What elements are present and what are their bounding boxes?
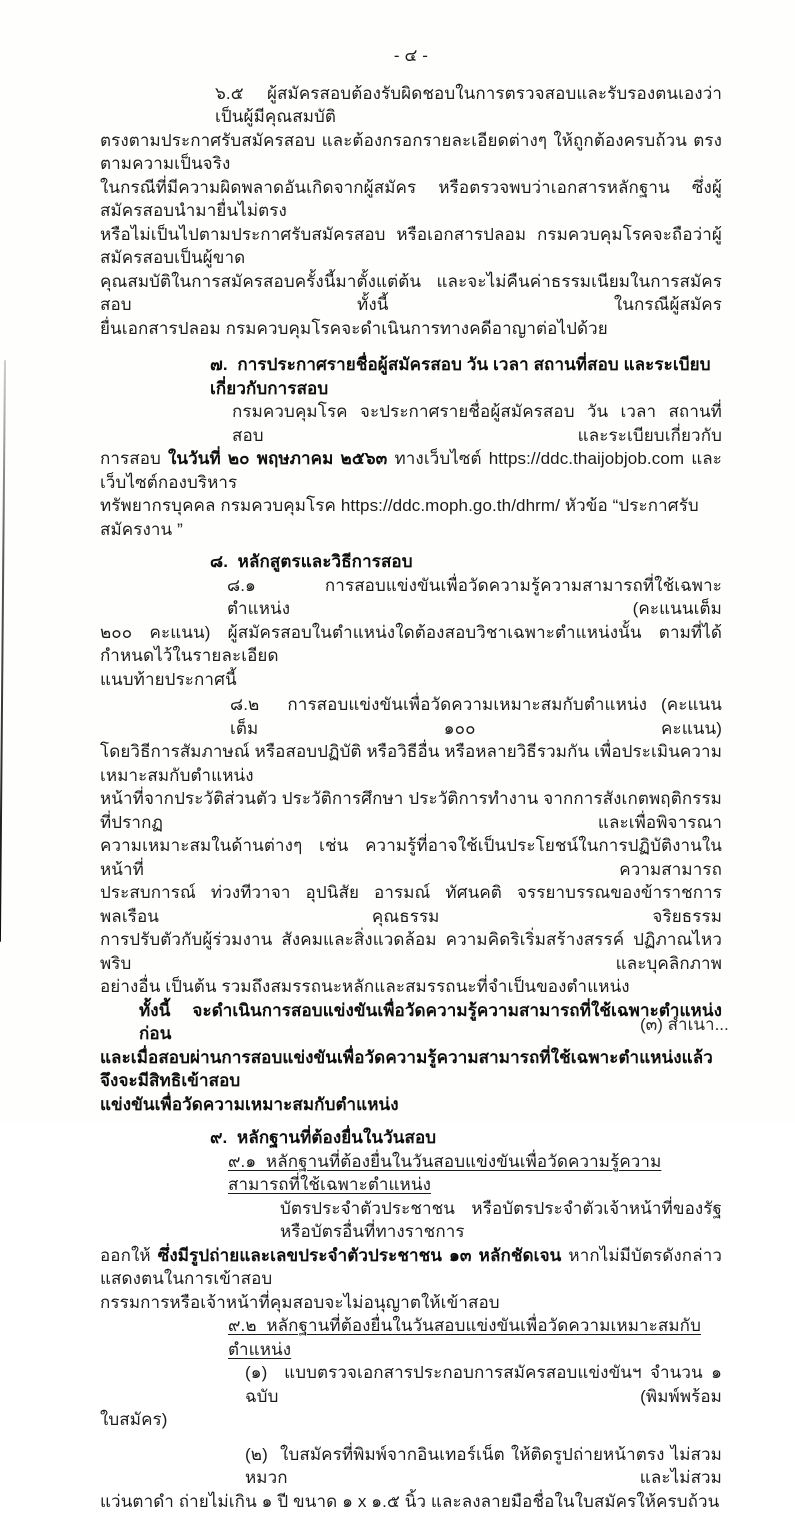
body-text: คุณสมบัติในการสมัครสอบครั้งนี้มาตั้งแต่ต้น และจะไม่คืนค่าธรรมเนียมในการสมัครสอบ ทั้งนี้ ในกรณีผู้สมัคร <box>100 272 722 315</box>
body-text: ออกให้ <box>100 1246 158 1265</box>
body-text: โดยวิธีการสัมภาษณ์ หรือสอบปฏิบัติ หรือวิธีอื่น หรือหลายวิธีรวมกัน เพื่อประเมินความเหมาะสมกับตำแหน่ง <box>100 742 722 785</box>
text-line <box>100 317 722 341</box>
body-text: ทรัพยากรบุคคล กรมควบคุมโรค https://ddc.moph.go.th/dhrm/ หัวข้อ “ประกาศรับสมัครงาน ” <box>100 496 699 539</box>
body-text: ๒๐๐ คะแนน) ผู้สมัครสอบในตำแหน่งใดต้องสอบวิชาเฉพาะตำแหน่งนั้น ตามที่ได้กำหนดไว้ในรายละเอียด <box>100 623 722 666</box>
underlined-text: ๙.๒ หลักฐานที่ต้องยื่นในวันสอบแข่งขันเพื่อวัดความเหมาะสมกับตำแหน่ง <box>228 1316 701 1359</box>
text-line <box>100 1150 722 1197</box>
emphasized-text: ๗. การประกาศรายชื่อผู้สมัครสอบ วัน เวลา สถานที่สอบ และระเบียบเกี่ยวกับการสอบ <box>210 355 711 398</box>
text-line <box>100 1314 722 1361</box>
text-line <box>100 574 722 621</box>
text-line <box>100 693 722 740</box>
emphasized-text: ๙. หลักฐานที่ต้องยื่นในวันสอบ <box>210 1128 436 1147</box>
text-line <box>100 1046 722 1093</box>
body-text: ๖.๕ ผู้สมัครสอบต้องรับผิดชอบในการตรวจสอบและรับรองตนเองว่า เป็นผู้มีคุณสมบัติ <box>215 84 722 127</box>
text-line <box>100 270 722 317</box>
text-line <box>100 1244 722 1291</box>
body-text: ยื่นเอกสารปลอม กรมควบคุมโรคจะดำเนินการทางคดีอาญาต่อไปด้วย <box>100 319 608 338</box>
text-line <box>100 400 722 447</box>
emphasized-text: ๘. หลักสูตรและวิธีการสอบ <box>210 552 413 571</box>
body-text: หน้าที่จากประวัติส่วนตัว ประวัติการศึกษา ประวัติการทำงาน จากการสังเกตพฤติกรรมที่ปรากฏ และเพื่อพิจารณา <box>100 789 722 832</box>
text-line <box>100 740 722 787</box>
heading-9 <box>100 1126 722 1150</box>
scan-artifact-line <box>0 360 6 942</box>
body-text: กรมควบคุมโรค จะประกาศรายชื่อผู้สมัครสอบ วัน เวลา สถานที่สอบ และระเบียบเกี่ยวกับ <box>232 402 722 445</box>
paragraph-8-1 <box>100 574 722 692</box>
text-line <box>100 223 722 270</box>
paragraph-8-2 <box>100 693 722 999</box>
text-line <box>100 1443 722 1490</box>
text-line <box>100 834 722 881</box>
body-text: กรรมการหรือเจ้าหน้าที่คุมสอบจะไม่อนุญาตให้เข้าสอบ <box>100 1293 500 1312</box>
body-text: ตรงตามประกาศรับสมัครสอบ และต้องกรอกรายละเอียดต่างๆ ให้ถูกต้องครบถ้วน ตรงตามความเป็นจริง <box>100 131 722 174</box>
body-text: (๑) แบบตรวจเอกสารประกอบการสมัครสอบแข่งขันฯ จำนวน ๑ ฉบับ (พิมพ์พร้อม <box>245 1363 722 1406</box>
body-text: ในกรณีที่มีความผิดพลาดอันเกิดจากผู้สมัคร หรือตรวจพบว่าเอกสารหลักฐาน ซึ่งผู้สมัครสอบนำมายื่นไม่ตรง <box>100 178 722 221</box>
heading-8 <box>100 550 722 574</box>
emphasized-text: ทั้งนี้ จะดำเนินการสอบแข่งขันเพื่อวัดความรู้ความสามารถที่ใช้เฉพาะตำแหน่งก่อน <box>139 1001 722 1044</box>
paragraph-7 <box>100 400 722 541</box>
text-line <box>100 82 722 129</box>
body-text: การสอบ <box>100 449 168 468</box>
body-text: ความเหมาะสมในด้านต่างๆ เช่น ความรู้ที่อาจใช้เป็นประโยชน์ในการปฏิบัติงานในหน้าที่ ความสามารถ <box>100 836 722 879</box>
text-line <box>100 1361 722 1408</box>
body-text: บัตรประจำตัวประชาชน หรือบัตรประจำตัวเจ้าหน้าที่ของรัฐ หรือบัตรอื่นที่ทางราชการ <box>280 1199 722 1242</box>
body-text: ๘.๒ การสอบแข่งขันเพื่อวัดความเหมาะสมกับตำแหน่ง (คะแนนเต็ม ๑๐๐ คะแนน) <box>230 695 722 738</box>
emphasized-text: แข่งขันเพื่อวัดความเหมาะสมกับตำแหน่ง <box>100 1095 399 1114</box>
emphasized-text: ซึ่งมีรูปถ่ายและเลขประจำตัวประชาชน ๑๓ หลักชัดเจน <box>158 1246 562 1265</box>
page-number: - ๔ - <box>100 44 722 68</box>
body-text: ทางเว็บไซต์ https://ddc.thaijobjob.com และเว็บไซต์กองบริหาร <box>100 449 722 492</box>
body-text: อย่างอื่น เป็นต้น รวมถึงสมรรถนะหลักและสมรรถนะที่จำเป็นของตำแหน่ง <box>100 977 630 996</box>
text-line <box>100 928 722 975</box>
list-item-2 <box>100 1443 722 1513</box>
text-line <box>100 1126 722 1150</box>
text-line <box>100 129 722 176</box>
body-text: ๘.๑ การสอบแข่งขันเพื่อวัดความรู้ความสามารถที่ใช้เฉพาะตำแหน่ง (คะแนนเต็ม <box>227 576 722 619</box>
text-line <box>100 1408 722 1432</box>
text-line <box>100 447 722 494</box>
body-text: หากไม่มีบัตรดังกล่าวแสดงตนในการเข้าสอบ <box>100 1246 722 1289</box>
emphasized-text: และเมื่อสอบผ่านการสอบแข่งขันเพื่อวัดความรู้ความสามารถที่ใช้เฉพาะตำแหน่งแล้ว จึงจะมีสิทธิเข้าสอบ <box>100 1048 713 1091</box>
emphasized-text: ในวันที่ ๒๐ พฤษภาคม ๒๕๖๓ <box>168 449 387 468</box>
heading-7 <box>100 353 722 400</box>
text-line <box>100 1197 722 1244</box>
text-line <box>100 1093 722 1117</box>
paragraph-9-1 <box>100 1197 722 1315</box>
text-line <box>100 668 722 692</box>
body-text: หรือไม่เป็นไปตามประกาศรับสมัครสอบ หรือเอกสารปลอม กรมควบคุมโรคจะถือว่าผู้สมัครสอบเป็นผู้ขาด <box>100 225 722 268</box>
body-text: แนบท้ายประกาศนี้ <box>100 670 237 689</box>
body-text: ใบสมัคร) <box>100 1410 168 1429</box>
heading-9-2 <box>100 1314 722 1361</box>
list-item-1 <box>100 1361 722 1432</box>
text-line <box>100 621 722 668</box>
paragraph-exam-order-bold <box>100 999 722 1117</box>
text-line <box>100 176 722 223</box>
text-line <box>100 999 722 1046</box>
document-body <box>100 44 722 1513</box>
text-line <box>100 881 722 928</box>
text-line <box>100 1291 722 1315</box>
text-line <box>100 550 722 574</box>
heading-9-1 <box>100 1150 722 1197</box>
footer-continuation-note: (๓) สำเนา... <box>640 1011 729 1038</box>
body-text: แว่นตาดำ ถ่ายไม่เกิน ๑ ปี ขนาด ๑ x ๑.๕ นิ้ว และลงลายมือชื่อในใบสมัครให้ครบถ้วน <box>100 1492 719 1511</box>
text-line <box>100 975 722 999</box>
text-line <box>100 494 722 541</box>
paragraph-6-5 <box>100 82 722 341</box>
body-text: ประสบการณ์ ท่วงทีวาจา อุปนิสัย อารมณ์ ทัศนคติ จรรยาบรรณของข้าราชการพลเรือน คุณธรรม จริยธรรม <box>100 883 722 926</box>
body-text: การปรับตัวกับผู้ร่วมงาน สังคมและสิ่งแวดล้อม ความคิดริเริ่มสร้างสรรค์ ปฏิภาณไหวพริบ และบุคลิกภาพ <box>100 930 722 973</box>
underlined-text: ๙.๑ หลักฐานที่ต้องยื่นในวันสอบแข่งขันเพื่อวัดความรู้ความสามารถที่ใช้เฉพาะตำแหน่ง <box>228 1152 661 1195</box>
text-line <box>100 353 722 400</box>
text-line <box>100 787 722 834</box>
body-text: (๒) ใบสมัครที่พิมพ์จากอินเทอร์เน็ต ให้ติดรูปถ่ายหน้าตรง ไม่สวมหมวก และไม่สวม <box>245 1445 722 1488</box>
text-line <box>100 1490 722 1513</box>
